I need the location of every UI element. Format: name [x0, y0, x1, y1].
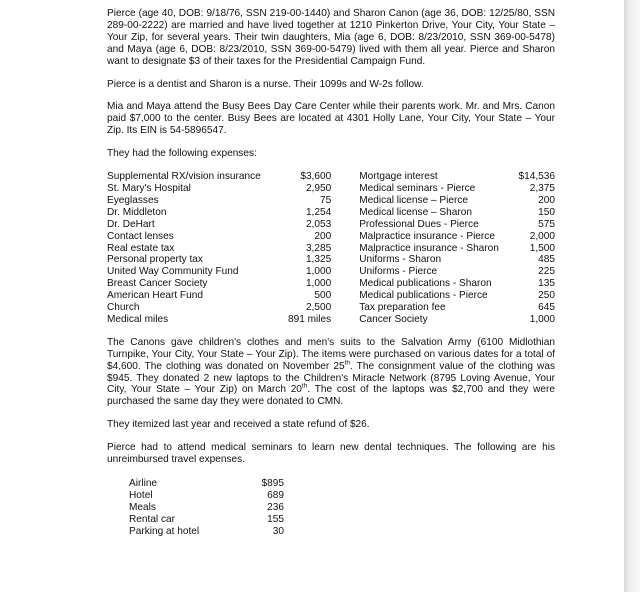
expense-amount: 1,000: [529, 313, 555, 325]
expense-amount: 891 miles: [288, 313, 332, 325]
donations-paragraph: [107, 337, 555, 408]
expense-amount: 200: [538, 194, 555, 206]
expense-label: Dr. Middleton: [107, 206, 167, 218]
column-gap: [331, 302, 359, 314]
travel-label: Parking at hotel: [129, 526, 200, 538]
expense-label: Malpractice insurance - Pierce: [359, 230, 495, 242]
travel-amount: 689: [267, 490, 284, 502]
expense-label: Uniforms - Sharon: [359, 254, 442, 266]
travel-row: [129, 490, 284, 502]
expense-label: Eyeglasses: [107, 194, 159, 206]
expense-amount: 645: [538, 302, 555, 314]
expense-amount: 2,000: [529, 230, 555, 242]
expense-row: [107, 266, 555, 278]
expense-amount: 250: [538, 290, 555, 302]
expense-amount: 485: [538, 254, 555, 266]
expense-label: St. Mary's Hospital: [107, 182, 191, 194]
expense-label: Real estate tax: [107, 242, 175, 254]
travel-label: Airline: [129, 478, 158, 489]
column-gap: [331, 183, 359, 195]
expense-label: Breast Cancer Society: [107, 278, 208, 290]
expense-row: [107, 278, 555, 290]
expense-label: Dr. DeHart: [107, 218, 155, 230]
expense-amount: 225: [538, 266, 555, 278]
expense-row: [107, 207, 555, 219]
travel-row: [129, 526, 284, 538]
travel-label: Meals: [129, 502, 156, 514]
expense-row: [107, 314, 555, 326]
expense-label: Contact lenses: [107, 230, 174, 242]
expense-label: Tax preparation fee: [359, 302, 446, 314]
expense-label: Medical seminars - Pierce: [359, 182, 476, 194]
expense-label: American Heart Fund: [107, 290, 203, 302]
expense-amount: 2,375: [529, 182, 555, 194]
state-refund-paragraph: They itemized last year and received a state refund of $26.: [107, 419, 370, 431]
expense-amount: 1,325: [305, 254, 332, 266]
expense-row: [107, 254, 555, 266]
expense-label: Medical license – Pierce: [359, 194, 469, 206]
donations-text-2: . The consignment value of the clothing was $945. They donated 2 new laptops to the Children's Miracle Network (8795 Loving Avenue, Your City, Your State – Your Zip) on March 20: [107, 360, 556, 396]
column-gap: [331, 219, 359, 231]
travel-row: [129, 478, 284, 490]
column-gap: [331, 254, 359, 266]
expense-label: Church: [107, 302, 140, 314]
expense-amount: 2,500: [305, 302, 332, 314]
expense-label: Cancer Society: [359, 313, 428, 325]
expense-row: [107, 195, 555, 207]
travel-expenses-table: [129, 478, 284, 538]
column-gap: [331, 266, 359, 278]
expense-label: Medical license – Sharon: [359, 206, 472, 218]
expense-amount: 3,285: [305, 242, 332, 254]
expense-label: Medical publications - Sharon: [359, 278, 492, 290]
expense-amount: 75: [319, 194, 332, 206]
expense-amount: 2,053: [305, 218, 332, 230]
daycare-paragraph: Mia and Maya attend the Busy Bees Day Care Center while their parents work. Mr. and Mrs. Canon paid $7,000 to the center. Busy Bees are located at 4301 Holly Lane, Your City, Your State – Your Zip. Its EIN is 54-5896547.: [107, 101, 555, 137]
column-gap: [331, 195, 359, 207]
expense-row: [107, 290, 555, 302]
ordinal-suffix: th: [301, 383, 308, 391]
column-gap: [331, 314, 359, 326]
column-gap: [331, 243, 359, 255]
expense-label: Mortgage interest: [359, 171, 438, 183]
expense-row: [107, 243, 555, 255]
expenses-intro: They had the following expenses:: [107, 148, 257, 160]
expense-amount: 1,000: [305, 266, 332, 278]
expense-label: Personal property tax: [107, 254, 203, 266]
travel-intro-paragraph: Pierce had to attend medical seminars to learn new dental techniques. The following are his unreimbursed travel expenses.: [107, 442, 555, 466]
expense-label: Medical miles: [107, 313, 169, 325]
column-gap: [331, 278, 359, 290]
column-gap: [331, 207, 359, 219]
expense-amount: 1,254: [305, 206, 332, 218]
travel-label: Rental car: [129, 514, 176, 526]
travel-row: [129, 514, 284, 526]
expense-label: Malpractice insurance - Sharon: [359, 242, 499, 254]
page-edge-shadow: [624, 0, 640, 592]
expense-row: [107, 231, 555, 243]
expense-row: [107, 302, 555, 314]
donations-text-1: The Canons gave children's clothes and men's suits to the Salvation Army (6100 Midlothian Turnpike, Your City, Your State – Your Zip). The items were purchased on various dates for a total of $4,600. The clothing was donated on November 25: [107, 336, 555, 372]
expense-amount: 575: [538, 218, 555, 230]
expense-amount: 500: [314, 290, 332, 302]
expense-row: [107, 219, 555, 231]
expenses-table: [107, 171, 555, 326]
expense-amount: $3,600: [300, 171, 332, 183]
travel-amount: 236: [267, 502, 284, 514]
donations-text-3: . The cost of the laptops was $2,700 and they were purchased the same day they were donated to CMN.: [107, 384, 555, 408]
expense-amount: 1,000: [305, 278, 332, 290]
expense-label: Supplemental RX/vision insurance: [107, 171, 261, 183]
travel-amount: $895: [261, 478, 284, 489]
taxpayer-info-paragraph: Pierce (age 40, DOB: 9/18/76, SSN 219-00-1440) and Sharon Canon (age 36, DOB: 12/25/80, SSN 289-00-2222) are married and have lived together at 1210 Pinkerton Drive, Your City, Your State – Your Zip, for several years. Their twin daughters, Mia (age 6, DOB: 8/23/2010, SSN 369-00-5478) and Maya (age 6, DOB: 8/23/2010, SSN 369-00-5479) lived with them all year. Pierce and Sharon want to designate $3 of their taxes for the Presidential Campaign Fund.: [107, 8, 555, 67]
document-content: [107, 8, 555, 538]
expense-label: United Way Community Fund: [107, 266, 239, 278]
ordinal-suffix: th: [344, 359, 350, 367]
travel-row: [129, 502, 284, 514]
expense-row: [107, 171, 555, 183]
travel-label: Hotel: [129, 490, 153, 502]
expense-amount: 135: [538, 278, 555, 290]
expense-label: Professional Dues - Pierce: [359, 218, 479, 230]
expense-amount: 150: [538, 206, 555, 218]
expense-amount: 200: [314, 230, 332, 242]
expense-label: Medical publications - Pierce: [359, 290, 488, 302]
travel-amount: 30: [272, 526, 284, 538]
column-gap: [331, 290, 359, 302]
travel-amount: 155: [267, 514, 284, 526]
occupation-paragraph: Pierce is a dentist and Sharon is a nurse. Their 1099s and W-2s follow.: [107, 78, 424, 90]
column-gap: [331, 171, 359, 183]
expense-amount: 2,950: [305, 182, 332, 194]
expense-label: Uniforms - Pierce: [359, 266, 438, 278]
expense-amount: 1,500: [529, 242, 555, 254]
column-gap: [331, 231, 359, 243]
expense-row: [107, 183, 555, 195]
expense-amount: $14,536: [518, 171, 555, 183]
